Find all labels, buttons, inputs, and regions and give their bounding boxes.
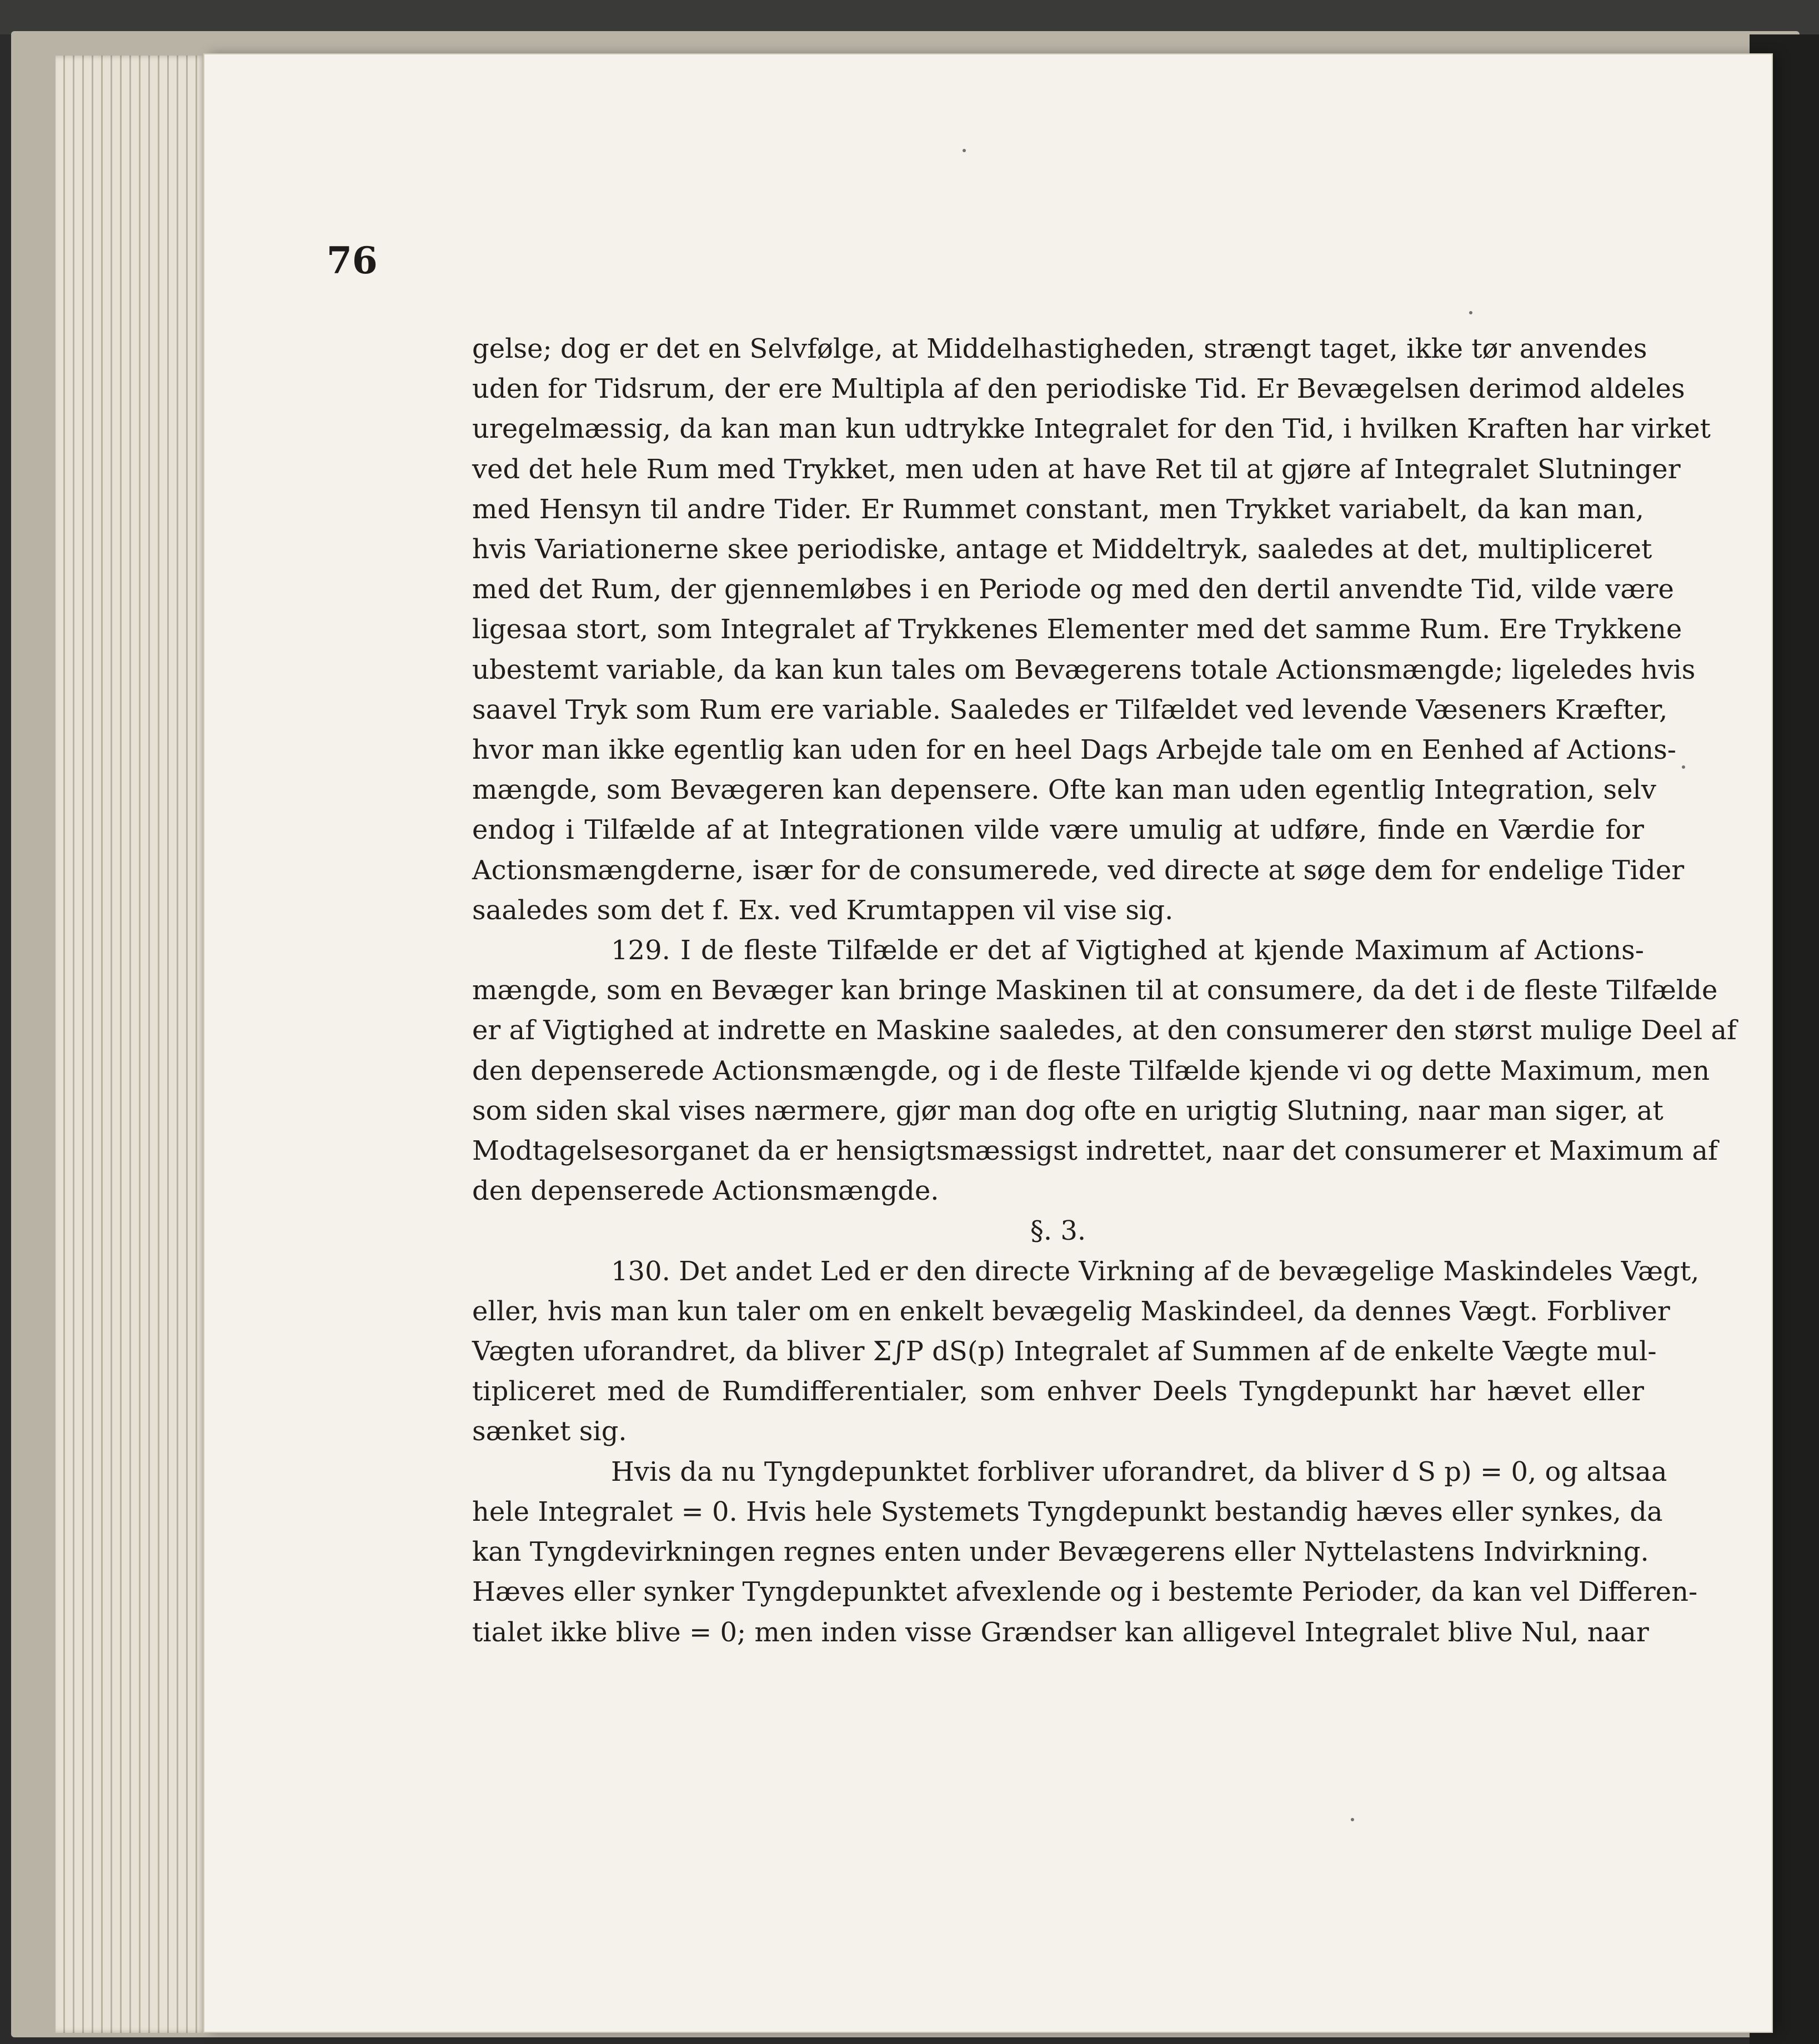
- text-line: med Hensyn til andre Tider. Er Rummet constant, men Trykket variabelt, da kan man,: [472, 493, 1644, 525]
- text-line: mængde, som Bevægeren kan depensere. Ofte kan man uden egentlig Integration, selv: [472, 774, 1656, 806]
- text-line: Modtagelsesorganet da er hensigtsmæssigst indrettet, naar det consumerer et Maximum af: [472, 1135, 1718, 1167]
- ink-speck: [1682, 765, 1685, 769]
- text-line: den depenserede Actionsmængde.: [472, 1175, 939, 1207]
- ink-speck: [1351, 1818, 1354, 1821]
- paragraph-4: [472, 1452, 1698, 1652]
- page-stack-edges: [56, 56, 206, 2033]
- text-line: sænket sig.: [472, 1416, 627, 1447]
- text-line: ligesaa stort, som Integralet af Trykkenes Elementer med det samme Rum. Ere Trykkene: [472, 614, 1682, 645]
- ink-speck: [963, 149, 966, 152]
- text-line: 129. I de fleste Tilfælde er det af Vigtighed at kjende Maximum af Actions-: [611, 935, 1644, 966]
- text-line: ubestemt variable, da kan kun tales om Bevægerens totale Actionsmængde; ligeledes hvis: [472, 654, 1696, 685]
- ink-speck: [1469, 311, 1472, 314]
- scan-background-top: [0, 0, 1819, 34]
- text-line: uregelmæssig, da kan man kun udtrykke Integralet for den Tid, i hvilken Kraften har virket: [472, 413, 1711, 445]
- text-line: Vægten uforandret, da bliver Σ∫P dS(p) Integralet af Summen af de enkelte Vægte mul-: [472, 1336, 1657, 1367]
- text-line: med det Rum, der gjennemløbes i en Periode og med den dertil anvendte Tid, vilde være: [472, 574, 1674, 605]
- text-line: mængde, som en Bevæger kan bringe Maskinen til at consumere, da det i de fleste Tilfælde: [472, 975, 1718, 1006]
- paragraph-1: [472, 329, 1711, 930]
- text-line: som siden skal vises nærmere, gjør man dog ofte en urigtig Slutning, naar man siger, at: [472, 1095, 1663, 1126]
- paragraph-129: [472, 930, 1737, 1211]
- text-line: kan Tyngdevirkningen regnes enten under Bevægerens eller Nyttelastens Indvirkning.: [472, 1536, 1649, 1568]
- text-line: hvis Variationerne skee periodiske, antage et Middeltryk, saaledes at det, multipliceret: [472, 534, 1652, 565]
- text-line: Hvis da nu Tyngdepunktet forbliver uforandret, da bliver d S p) = 0, og altsaa: [611, 1456, 1667, 1487]
- paragraph-130: [472, 1251, 1700, 1452]
- text-line: gelse; dog er det en Selvfølge, at Middelhastigheden, strængt taget, ikke tør anvendes: [472, 333, 1647, 364]
- text-line: Actionsmængderne, især for de consumerede, ved directe at søge dem for endelige Tider: [472, 854, 1685, 886]
- text-line: hvor man ikke egentlig kan uden for en heel Dags Arbejde tale om en Eenhed af Actions-: [472, 734, 1676, 766]
- text-line: er af Vigtighed at indrette en Maskine saaledes, at den consumerer den størst mulige Deel af: [472, 1015, 1737, 1046]
- text-line: uden for Tidsrum, der ere Multipla af den periodiske Tid. Er Bevægelsen derimod aldeles: [472, 373, 1685, 405]
- section-heading: §. 3.: [1030, 1215, 1086, 1247]
- text-line: saaledes som det f. Ex. ved Krumtappen vil vise sig.: [472, 894, 1174, 926]
- text-line: eller, hvis man kun taler om en enkelt bevægelig Maskindeel, da dennes Vægt. Forbliver: [472, 1295, 1670, 1327]
- text-line: endog i Tilfælde af at Integrationen vilde være umulig at udføre, finde en Værdie for: [472, 814, 1644, 846]
- text-line: saavel Tryk som Rum ere variable. Saaledes er Tilfældet ved levende Væseners Kræfter,: [472, 694, 1668, 725]
- text-line: tialet ikke blive = 0; men inden visse Grændser kan alligevel Integralet blive Nul, naar: [472, 1616, 1649, 1648]
- text-line: den depenserede Actionsmængde, og i de fleste Tilfælde kjende vi og dette Maximum, men: [472, 1055, 1710, 1086]
- page-number: 76: [327, 239, 378, 282]
- page-text: [472, 329, 1737, 1773]
- text-line: ved det hele Rum med Trykket, men uden at have Ret til at gjøre af Integralet Slutninger: [472, 453, 1681, 485]
- text-line: hele Integralet = 0. Hvis hele Systemets Tyngdepunkt bestandig hæves eller synkes, da: [472, 1496, 1663, 1527]
- text-line: Hæves eller synker Tyngdepunktet afvexlende og i bestemte Perioder, da kan vel Differen-: [472, 1576, 1698, 1608]
- text-line: tipliceret med de Rumdifferentialer, som enhver Deels Tyngdepunkt har hævet eller: [472, 1376, 1644, 1407]
- text-line: 130. Det andet Led er den directe Virkning af de bevægelige Maskindeles Vægt,: [611, 1255, 1700, 1287]
